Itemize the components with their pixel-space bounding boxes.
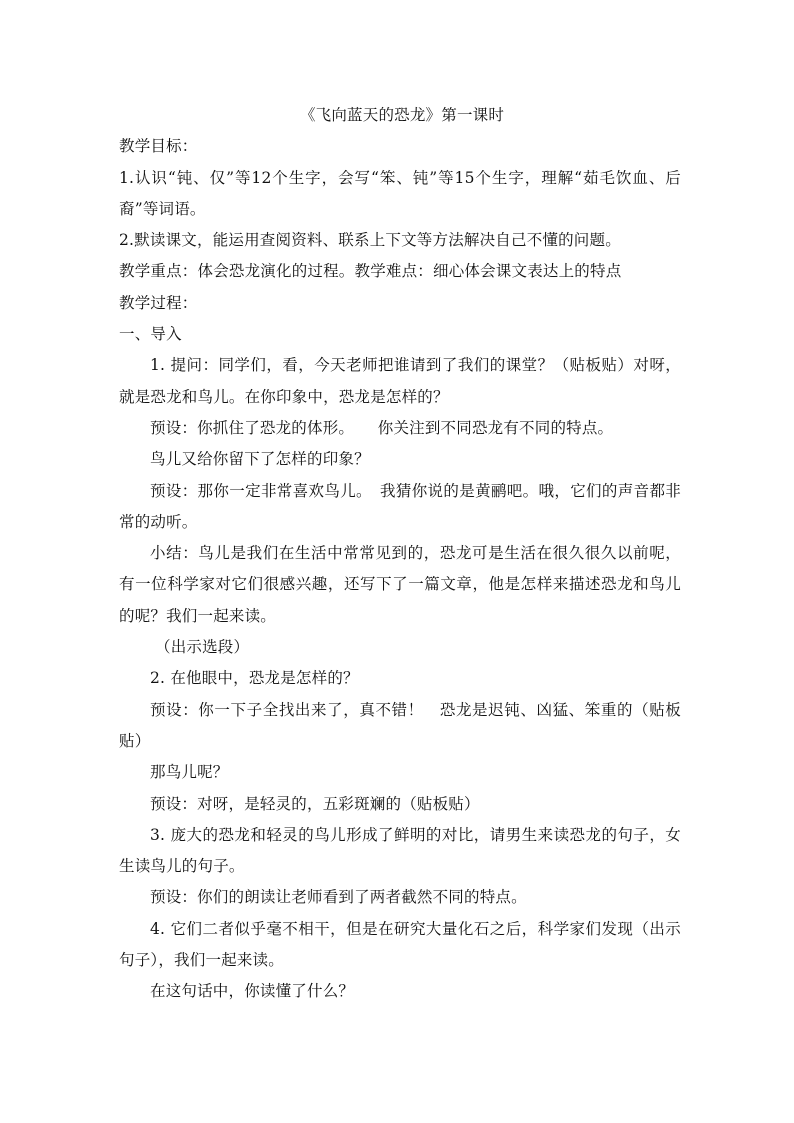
document-body bbox=[119, 100, 681, 1008]
preset-answer-4: 预设：对呀，是轻灵的，五彩斑斓的（贴板贴） bbox=[150, 794, 480, 813]
section-heading-process: 教学过程： bbox=[119, 293, 198, 312]
step-4-discovery: 4. 它们二者似乎毫不相干，但是在研究大量化石之后，科学家们发现（出示句子），我们一起来读。 bbox=[119, 919, 681, 970]
objective-1: 1.认识“钝、仅”等12个生字，会写“笨、钝”等15个生字，理解“茹毛饮血、后裔”等词语。 bbox=[119, 168, 681, 218]
bird-followup-question: 那鸟儿呢？ bbox=[150, 763, 229, 782]
step-3-reading: 3. 庞大的恐龙和轻灵的鸟儿形成了鲜明的对比，请男生来读恐龙的句子，女生读鸟儿的句子。 bbox=[119, 825, 681, 876]
section-heading-intro: 一、导入 bbox=[119, 325, 182, 344]
preset-answer-3: 预设：你一下子全找出来了，真不错！ 恐龙是迟钝、凶猛、笨重的（贴板贴） bbox=[119, 700, 681, 750]
summary-paragraph: 小结：鸟儿是我们在生活中常常见到的，恐龙可是生活在很久很久以前呢，有一位科学家对它们很感兴趣，还写下了一篇文章，他是怎样来描述恐龙和鸟儿的呢？我们一起来读。 bbox=[119, 544, 681, 625]
key-points: 教学重点：体会恐龙演化的过程。教学难点：细心体会课文表达上的特点 bbox=[119, 262, 622, 281]
preset-answer-2: 预设：那你一定非常喜欢鸟儿。 我猜你说的是黄鹂吧。哦，它们的声音都非常的动听。 bbox=[119, 481, 681, 531]
bird-question: 鸟儿又给你留下了怎样的印象？ bbox=[150, 450, 370, 469]
preset-answer-5: 预设：你们的朗读让老师看到了两者截然不同的特点。 bbox=[150, 888, 527, 907]
objective-2: 2.默读课文，能运用查阅资料、联系上下文等方法解决自己不懂的问题。 bbox=[119, 231, 621, 250]
final-question: 在这句话中，你读懂了什么？ bbox=[150, 982, 355, 1001]
section-heading-objectives: 教学目标： bbox=[119, 137, 198, 156]
document-title: 《飞向蓝天的恐龙》第一课时 bbox=[299, 106, 505, 124]
step-2-question: 2. 在他眼中，恐龙是怎样的？ bbox=[150, 669, 359, 688]
preset-answer-1: 预设：你抓住了恐龙的体形。 你关注到不同恐龙有不同的特点。 bbox=[150, 418, 614, 437]
show-excerpt-note: （出示选段） bbox=[155, 638, 250, 657]
step-1-question: 1. 提问：同学们，看，今天老师把谁请到了我们的课堂？（贴板贴）对呀，就是恐龙和鸟儿。在你印象中，恐龙是怎样的？ bbox=[119, 356, 681, 406]
